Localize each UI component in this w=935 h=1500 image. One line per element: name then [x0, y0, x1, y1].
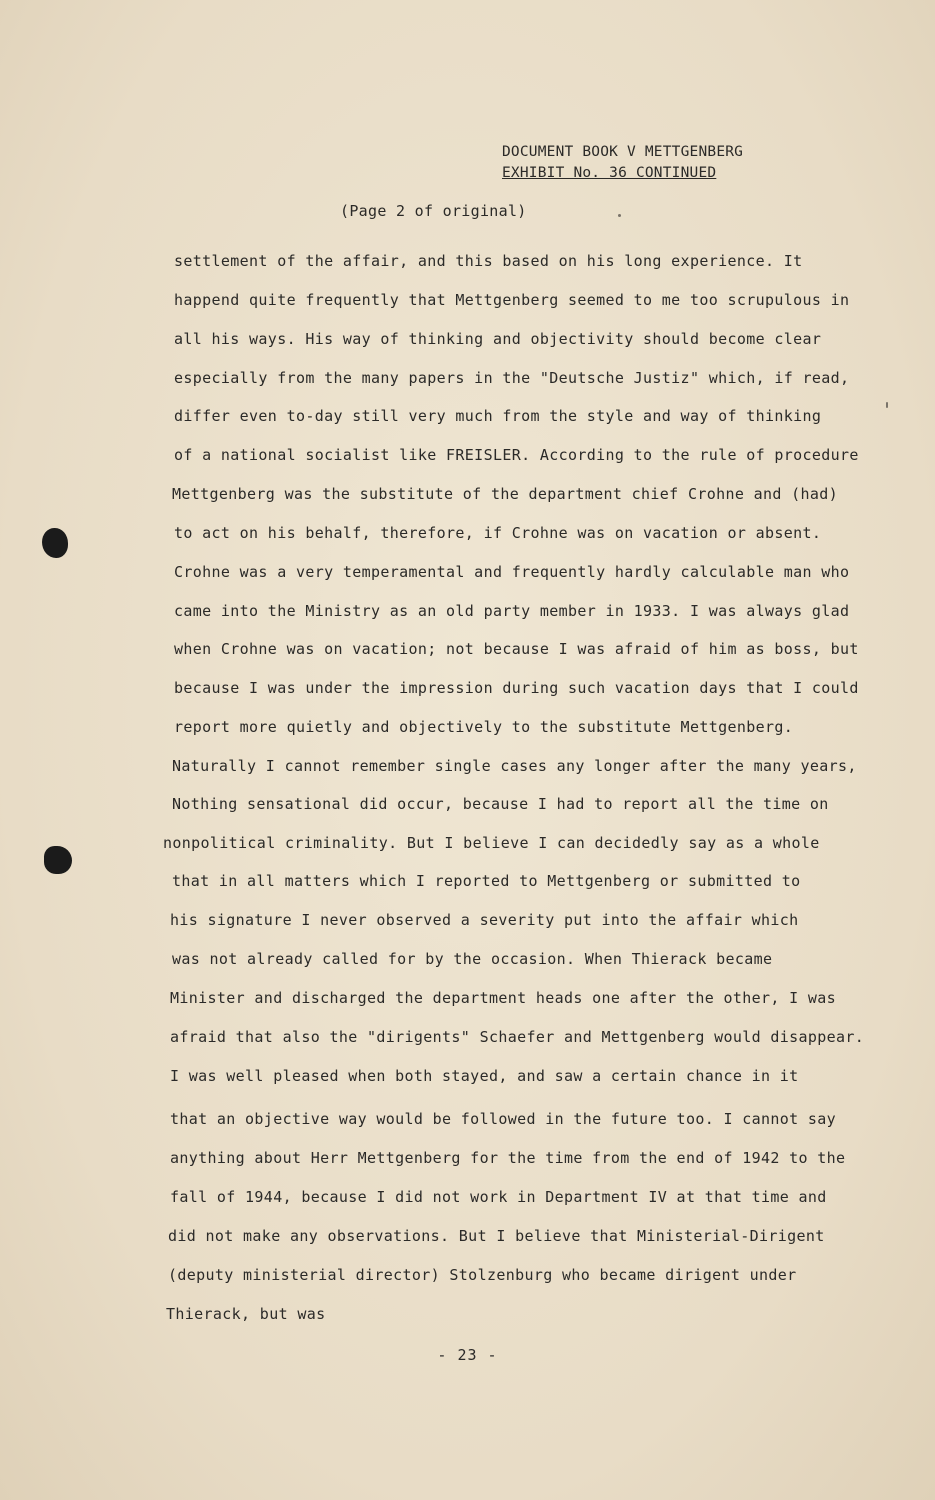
body-line: anything about Herr Mettgenberg for the time from the end of 1942 to the: [170, 1149, 846, 1167]
punch-hole-mark: [44, 846, 72, 874]
document-book-title: DOCUMENT BOOK V METTGENBERG: [502, 144, 744, 160]
body-line: nonpolitical criminality. But I believe I can decidedly say as a whole: [163, 834, 820, 852]
body-line: did not make any observations. But I believe that Ministerial-Dirigent: [168, 1227, 825, 1245]
body-line: (deputy ministerial director) Stolzenburg who became dirigent under: [168, 1266, 797, 1284]
body-line: Thierack, but was: [166, 1305, 326, 1323]
body-line: report more quietly and objectively to the substitute Mettgenberg.: [174, 718, 794, 736]
page-number: - 23 -: [437, 1346, 498, 1364]
body-line: Naturally I cannot remember single cases any longer after the many years,: [172, 757, 857, 775]
body-line: that in all matters which I reported to Mettgenberg or submitted to: [172, 872, 801, 890]
exhibit-label: EXHIBIT No. 36 CONTINUED: [502, 165, 717, 181]
body-line: settlement of the affair, and this based on his long experience. It: [174, 252, 803, 270]
body-line: fall of 1944, because I did not work in Department IV at that time and: [170, 1188, 827, 1206]
body-line: afraid that also the "dirigents" Schaefer and Mettgenberg would disappear.: [170, 1028, 865, 1046]
body-line: that an objective way would be followed in the future too. I cannot say: [170, 1110, 837, 1128]
body-line: all his ways. His way of thinking and objectivity should become clear: [174, 330, 822, 348]
body-line: I was well pleased when both stayed, and saw a certain chance in it: [170, 1067, 799, 1085]
body-line: because I was under the impression during such vacation days that I could: [174, 679, 859, 697]
body-line: his signature I never observed a severity put into the affair which: [170, 911, 799, 929]
body-line: of a national socialist like FREISLER. According to the rule of procedure: [174, 446, 859, 464]
body-line: Mettgenberg was the substitute of the department chief Crohne and (had): [172, 485, 839, 503]
body-line: when Crohne was on vacation; not because I was afraid of him as boss, but: [174, 640, 859, 658]
body-line: happend quite frequently that Mettgenberg seemed to me too scrupulous in: [174, 291, 850, 309]
punch-hole-mark: [42, 528, 68, 558]
paper-speck: [618, 214, 621, 217]
document-header: [502, 142, 744, 184]
body-line: Crohne was a very temperamental and frequently hardly calculable man who: [174, 563, 850, 581]
body-line: differ even to-day still very much from the style and way of thinking: [174, 407, 822, 425]
body-line: was not already called for by the occasion. When Thierack became: [172, 950, 773, 968]
body-line: came into the Ministry as an old party member in 1933. I was always glad: [174, 602, 850, 620]
paper-speck: [886, 402, 888, 408]
body-line: especially from the many papers in the "Deutsche Justiz" which, if read,: [174, 369, 850, 387]
body-line: to act on his behalf, therefore, if Crohne was on vacation or absent.: [174, 524, 822, 542]
body-line: Nothing sensational did occur, because I had to report all the time on: [172, 795, 829, 813]
body-line: Minister and discharged the department heads one after the other, I was: [170, 989, 837, 1007]
page-note: (Page 2 of original): [340, 202, 527, 220]
